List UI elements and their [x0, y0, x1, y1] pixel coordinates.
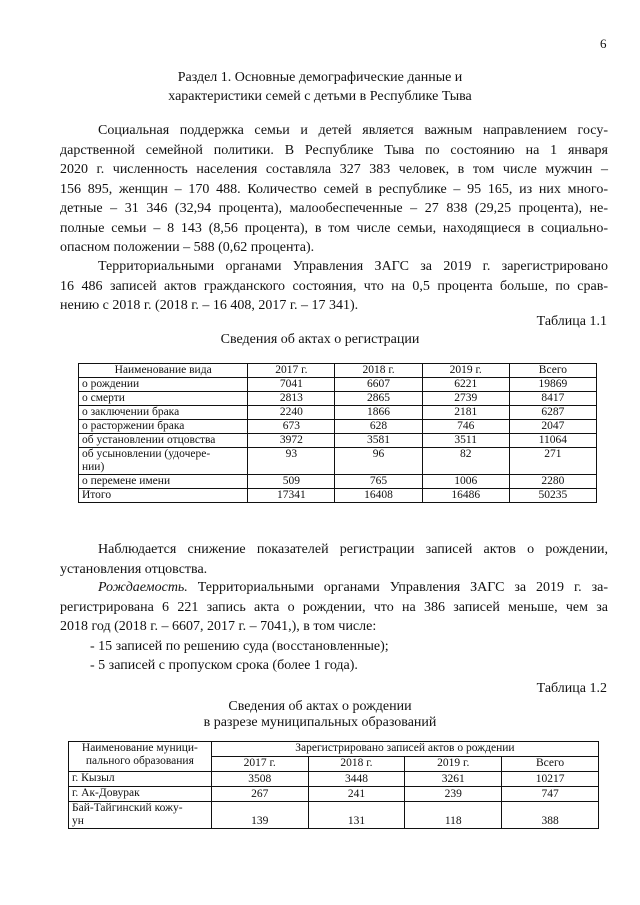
value-cell: 118: [405, 802, 502, 829]
table-title: Сведения об актах о регистрации: [220, 332, 420, 347]
value-cell: 96: [335, 448, 422, 475]
value-cell: 3261: [405, 772, 502, 787]
value-cell: 3581: [335, 434, 422, 448]
value-cell: 131: [308, 802, 405, 829]
text-line: 2018 год (2018 г. – 6607, 2017 г. – 7041,), в том числе:: [60, 619, 377, 634]
row-label-cell: об усыновлении (удочере- нии): [79, 448, 248, 475]
text-span: Территориальными органами Управления ЗАГС за 2019 г. за-: [187, 580, 608, 595]
value-cell: 16486: [422, 489, 509, 503]
column-header: 2017 г.: [211, 757, 308, 772]
value-cell: 16408: [335, 489, 422, 503]
text-line: 2020 г. численность населения составляла 327 383 человек, в том числе мужчин –: [60, 162, 608, 177]
table-row: [69, 787, 599, 802]
table-row: [69, 802, 599, 829]
text-line: Социальная поддержка семьи и детей является важным направлением госу-: [98, 123, 608, 138]
table-row: [79, 448, 597, 475]
column-header: 2019 г.: [422, 364, 509, 378]
text-line: нению с 2018 г. (2018 г. – 16 408, 2017 г. – 17 341).: [60, 298, 359, 313]
row-label-cell: Итого: [79, 489, 248, 503]
value-cell: 1006: [422, 475, 509, 489]
value-cell: 82: [422, 448, 509, 475]
row-label-cell: о расторжении брака: [79, 420, 248, 434]
paragraph-zags: [60, 257, 608, 316]
text-line: полные семьи – 8 143 (8,56 процента), в том числе семьи, находящиеся в социально-: [60, 220, 608, 236]
table-header-row: [69, 742, 599, 757]
column-header: Всего: [502, 757, 599, 772]
table-row: [79, 434, 597, 448]
row-label-cell: г. Ак-Довурак: [69, 787, 212, 802]
value-cell: 3972: [248, 434, 335, 448]
table-row: [79, 489, 597, 503]
row-label-cell: о смерти: [79, 392, 248, 406]
text-line: [60, 578, 608, 598]
value-cell: 6221: [422, 378, 509, 392]
column-header: Всего: [509, 364, 596, 378]
text-line: дарственной семейной политики. В Республике Тыва по состоянию на 1 января: [60, 142, 608, 158]
paragraph-decline: [60, 540, 608, 579]
text-line: установления отцовства.: [60, 561, 208, 577]
table-label: Таблица 1.1: [536, 314, 607, 329]
text-line: опасном положении – 588 (0,62 процента).: [60, 240, 315, 255]
value-cell: 271: [509, 448, 596, 475]
row-label-cell: г. Кызыл: [69, 772, 212, 787]
value-cell: 628: [335, 420, 422, 434]
value-cell: 17341: [248, 489, 335, 503]
text-line: 156 895, женщин – 170 488. Количество семей в республике – 95 165, из них много-: [60, 181, 608, 197]
value-cell: 765: [335, 475, 422, 489]
value-cell: 50235: [509, 489, 596, 503]
list-item: - 15 записей по решению суда (восстановленные);: [90, 638, 389, 654]
registration-table: [78, 363, 597, 503]
section-title-line: Раздел 1. Основные демографические данные и: [177, 70, 463, 85]
table-row: [79, 406, 597, 420]
text-line: регистрирована 6 221 запись акта о рождении, что на 386 записей меньше, чем за: [60, 599, 608, 615]
row-label-cell: Бай-Тайгинский кожу- ун: [69, 802, 212, 829]
column-header: 2017 г.: [248, 364, 335, 378]
text-line: Территориальными органами Управления ЗАГС за 2019 г. зарегистрировано: [98, 259, 608, 274]
column-header: Наименование муници- пального образования: [69, 742, 212, 772]
row-label-cell: о перемене имени: [79, 475, 248, 489]
table-row: [69, 772, 599, 787]
italic-lead: Рождаемость.: [98, 580, 188, 595]
row-label-cell: о заключении брака: [79, 406, 248, 420]
table-header-row: [79, 364, 597, 378]
paragraph-births: [60, 578, 608, 676]
text-line: 16 486 записей актов гражданского состояния, что на 0,5 процента больше, по срав-: [60, 278, 608, 294]
table-row: [79, 475, 597, 489]
value-cell: 388: [502, 802, 599, 829]
births-by-municipality-table: [68, 741, 599, 829]
column-header: 2019 г.: [405, 757, 502, 772]
value-cell: 3448: [308, 772, 405, 787]
table-title-line: в разрезе муниципальных образований: [203, 715, 437, 730]
value-cell: 746: [422, 420, 509, 434]
list-item: - 5 записей с пропуском срока (более 1 года).: [90, 658, 358, 673]
column-header: 2018 г.: [308, 757, 405, 772]
value-cell: 747: [502, 787, 599, 802]
value-cell: 10217: [502, 772, 599, 787]
value-cell: 2181: [422, 406, 509, 420]
value-cell: 6287: [509, 406, 596, 420]
value-cell: 93: [248, 448, 335, 475]
column-header: Наименование вида: [79, 364, 248, 378]
row-label-cell: о рождении: [79, 378, 248, 392]
table-row: [79, 378, 597, 392]
value-cell: 3511: [422, 434, 509, 448]
column-group-header: Зарегистрировано записей актов о рождении: [211, 742, 598, 757]
value-cell: 2739: [422, 392, 509, 406]
value-cell: 509: [248, 475, 335, 489]
table-row: [79, 420, 597, 434]
paragraph-social-support: [60, 121, 608, 258]
value-cell: 1866: [335, 406, 422, 420]
value-cell: 2047: [509, 420, 596, 434]
value-cell: 19869: [509, 378, 596, 392]
value-cell: 241: [308, 787, 405, 802]
section-title-line: характеристики семей с детьми в Республике Тыва: [168, 89, 472, 104]
column-header: 2018 г.: [335, 364, 422, 378]
text-line: детные – 31 346 (32,94 процента), малообеспеченные – 27 838 (29,25 процента), не-: [60, 201, 608, 216]
value-cell: 2240: [248, 406, 335, 420]
value-cell: 2813: [248, 392, 335, 406]
text-line: Наблюдается снижение показателей регистрации записей актов о рождении,: [98, 542, 608, 557]
value-cell: 8417: [509, 392, 596, 406]
value-cell: 139: [211, 802, 308, 829]
value-cell: 7041: [248, 378, 335, 392]
value-cell: 11064: [509, 434, 596, 448]
value-cell: 3508: [211, 772, 308, 787]
value-cell: 2865: [335, 392, 422, 406]
value-cell: 6607: [335, 378, 422, 392]
page-number: 6: [600, 36, 607, 51]
table-row: [79, 392, 597, 406]
value-cell: 673: [248, 420, 335, 434]
table-label: Таблица 1.2: [536, 681, 607, 696]
value-cell: 2280: [509, 475, 596, 489]
value-cell: 267: [211, 787, 308, 802]
table-title-line: Сведения об актах о рождении: [228, 699, 412, 714]
row-label-cell: об установлении отцовства: [79, 434, 248, 448]
value-cell: 239: [405, 787, 502, 802]
